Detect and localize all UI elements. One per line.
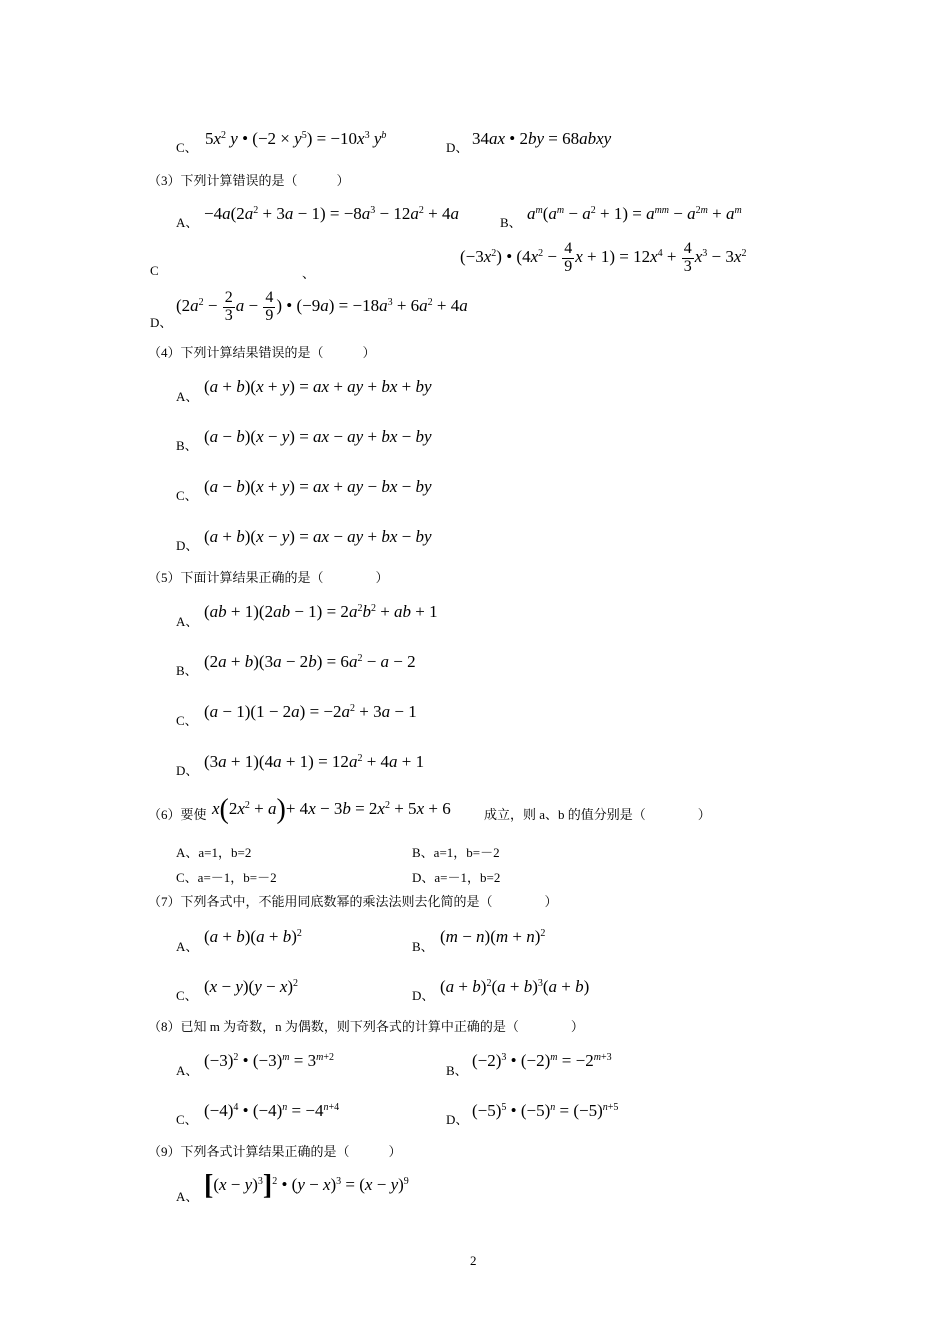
q5-option-a-expr: $(ab + 1)(2ab - 1) = 2a^2b^2$ + ab + 1 [204,602,438,621]
q5-option-a-label: A、 [176,614,199,629]
q3-option-a-expr: $-4a(2a^2 + 3a - 1) = -8a^3 - 12a^2 + 4a$ [204,204,459,223]
q3-option-d-expr: ($2a^2$ − $\frac{2}{3}$ a − $\frac{4}{9}$ ) • $(-9a) = -18a^3 + 6a^2 + 4a$ [176,289,468,324]
q7-option-d-label: D、 [412,988,435,1003]
q3-option-d-label: D、 [150,315,173,330]
q2-option-d-expr: 34ax • 2by = 68abxy [472,129,612,148]
q4-option-d-label: D、 [176,538,199,553]
q5-stem: （5）下面计算结果正确的是（ ） [148,570,389,585]
q3-option-c-label: C [150,263,159,278]
q5-option-c-expr: $(a - 1)(1 - 2a) = -2a^2 + 3a - 1$ [204,702,417,721]
q9-option-a-label: A、 [176,1189,199,1204]
q8-option-a-expr: $(-3)^2$ • $(-3)^m = 3^{m+2}$ [204,1051,334,1070]
q6-stem-prefix: （6）要使 [148,807,207,822]
q4-option-c-label: C、 [176,488,198,503]
q6-option-c: C、a=－1，b=－2 [176,870,277,885]
q3-option-a-label: A、 [176,215,199,230]
q5-option-c-label: C、 [176,713,198,728]
q4-option-a-expr: (a + b)(x + y) = ax + ay + bx + by [204,377,432,396]
q6-equation: $x(2x^2 + a)+ 4x - 3b = 2x^2 + 5x + 6$ [212,794,451,825]
q8-option-a-label: A、 [176,1063,199,1078]
q7-option-b-expr: $(m - n)(m + n)^2$ [440,927,546,946]
page-number: 2 [470,1253,477,1268]
q7-stem: （7）下列各式中，不能用同底数幂的乘法法则去化简的是（ ） [148,894,558,909]
q5-option-b-label: B、 [176,663,198,678]
q3-option-b-label: B、 [500,215,522,230]
q4-option-d-expr: (a + b)(x − y) = ax − ay + bx − by [204,527,432,546]
q8-stem: （8）已知 m 为奇数，n 为偶数，则下列各式的计算中正确的是（ ） [148,1019,584,1034]
q3-option-c-separator: 、 [302,266,316,281]
q5-option-b-expr: $(2a + b)(3a - 2b) = 6a^2 - a - 2$ [204,652,416,671]
q2-option-c-label: C、 [176,140,198,155]
q4-option-b-label: B、 [176,438,198,453]
q7-option-a-label: A、 [176,939,199,954]
q7-option-b-label: B、 [412,939,434,954]
q3-option-c-expr: $(-3x^2)$ • ($4x^2$ − $\frac{4}{9}$ $x + 1) = 12x^4$ + $\frac{4}{3}$ $x^3 - 3x^2$ [460,240,747,275]
q5-option-d-expr: $(3a + 1)(4a + 1) = 12a^2 + 4a + 1$ [204,752,425,771]
q6-stem-suffix: 成立，则 a、b 的值分别是（ ） [484,807,711,822]
q4-option-b-expr: (a − b)(x − y) = ax − ay + bx − by [204,427,432,446]
q6-option-a: A、a=1，b=2 [176,845,252,860]
q6-option-d: D、a=－1，b=2 [412,870,501,885]
q5-option-d-label: D、 [176,763,199,778]
q8-option-b-expr: $(-2)^3$ • $(-2)^m = -2^{m+3}$ [472,1051,612,1070]
q7-option-c-label: C、 [176,988,198,1003]
q8-option-d-label: D、 [446,1112,469,1127]
q9-option-a-expr: $[(x - y)^3]^2$ • $(y - x)^3 = (x - y)^9$ [204,1170,409,1201]
q8-option-c-expr: $(-4)^4$ • $(-4)^n = -4^{n+4}$ [204,1101,340,1120]
q4-option-a-label: A、 [176,389,199,404]
q7-option-a-expr: $(a + b)(a + b)^2$ [204,927,302,946]
q2-option-d-label: D、 [446,140,469,155]
q4-stem: （4）下列计算结果错误的是（ ） [148,345,376,360]
q3-option-b-expr: $a^m(a^m - a^2 + 1) = a^{mm} - a^{2m} + a^m$ [527,204,742,223]
q9-stem: （9）下列各式计算结果正确的是（ ） [148,1144,402,1159]
q8-option-b-label: B、 [446,1063,468,1078]
q8-option-d-expr: $(-5)^5$ • $(-5)^n = (-5)^{n+5}$ [472,1101,619,1120]
q8-option-c-label: C、 [176,1112,198,1127]
q4-option-c-expr: (a − b)(x + y) = ax + ay − bx − by [204,477,432,496]
q2-option-c-expr: $5x^2$ y • $(-2 \times y^5) = -10x^3$ $y^b$ [205,129,387,148]
q7-option-d-expr: $(a + b)^2(a + b)^3(a + b)$ [440,977,590,996]
q3-stem: （3）下列计算错误的是（ ） [148,173,350,188]
q6-option-b: B、a=1，b=－2 [412,845,500,860]
q7-option-c-expr: $(x - y)(y - x)^2$ [204,977,299,996]
